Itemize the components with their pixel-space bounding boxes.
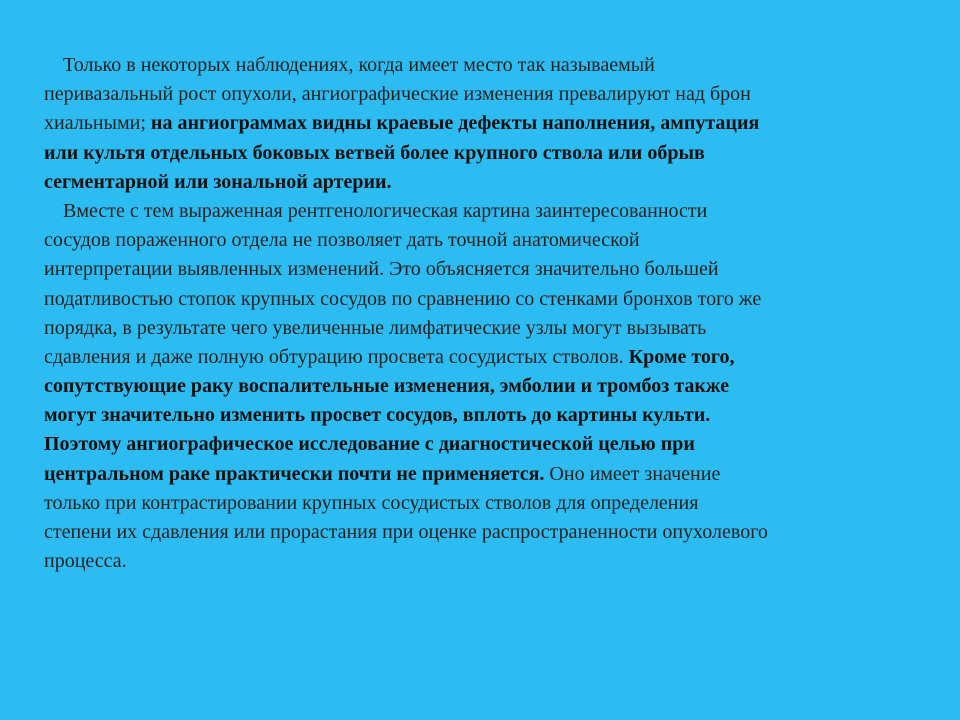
bold-text-run: сегментарной или зональной артерии.: [44, 170, 392, 193]
text-run: только при контрастировании крупных сосудистых стволов для определения: [44, 491, 699, 514]
text-line: [44, 372, 924, 401]
bold-text-run: центральном раке практически почти не применяется.: [44, 462, 545, 485]
text-line: [44, 460, 924, 489]
text-line: [44, 197, 924, 226]
text-run: сдавления и даже полную обтурацию просвета сосудистых стволов.: [44, 345, 629, 368]
text-run: Оно имеет значение: [544, 462, 721, 485]
text-line: [44, 343, 924, 372]
text-line: [44, 80, 924, 109]
text-line: [44, 168, 924, 197]
text-line: [44, 518, 924, 547]
bold-text-run: или культя отдельных боковых ветвей более крупного ствола или обрыв: [44, 141, 705, 164]
text-line: [44, 489, 924, 518]
text-line: [44, 314, 924, 343]
text-run: процесса.: [44, 550, 127, 573]
slide-body-text: [44, 51, 924, 576]
bold-text-run: Поэтому ангиографическое исследование с диагностической целью при: [44, 433, 695, 456]
text-line: [44, 547, 924, 576]
bold-text-run: на ангиограммах видны краевые дефекты наполнения, ампутация: [150, 112, 760, 135]
text-line: [44, 109, 924, 138]
bold-text-run: сопутствующие раку воспалительные изменения, эмболии и тромбоз также: [44, 375, 730, 398]
text-run: Только в некоторых наблюдениях, когда имеет место так называемый: [63, 54, 655, 76]
bold-text-run: Кроме того,: [628, 345, 735, 368]
text-line: [44, 401, 924, 430]
text-run: Вместе с тем выраженная рентгенологическая картина заинтересованности: [63, 199, 708, 222]
text-line: [44, 51, 924, 80]
text-line: [44, 255, 924, 284]
text-line: [44, 285, 924, 314]
text-run: сосудов пораженного отдела не позволяет дать точной анатомической: [44, 229, 640, 252]
text-line: [44, 139, 924, 168]
text-run: перивазальный рост опухоли, ангиографические изменения превалируют над брон: [44, 83, 751, 106]
text-line: [44, 430, 924, 459]
text-run: порядка, в результате чего увеличенные лимфатические узлы могут вызывать: [44, 316, 707, 339]
text-line: [44, 226, 924, 255]
bold-text-run: могут значительно изменить просвет сосудов, вплоть до картины культи.: [44, 404, 711, 427]
text-run: хиальными;: [44, 112, 151, 135]
text-run: податливостью стопок крупных сосудов по сравнению со стенками бронхов того же: [44, 287, 762, 310]
text-run: интерпретации выявленных изменений. Это объясняется значительно большей: [44, 258, 719, 281]
text-run: степени их сдавления или прорастания при оценке распространенности опухолевого: [44, 521, 768, 543]
